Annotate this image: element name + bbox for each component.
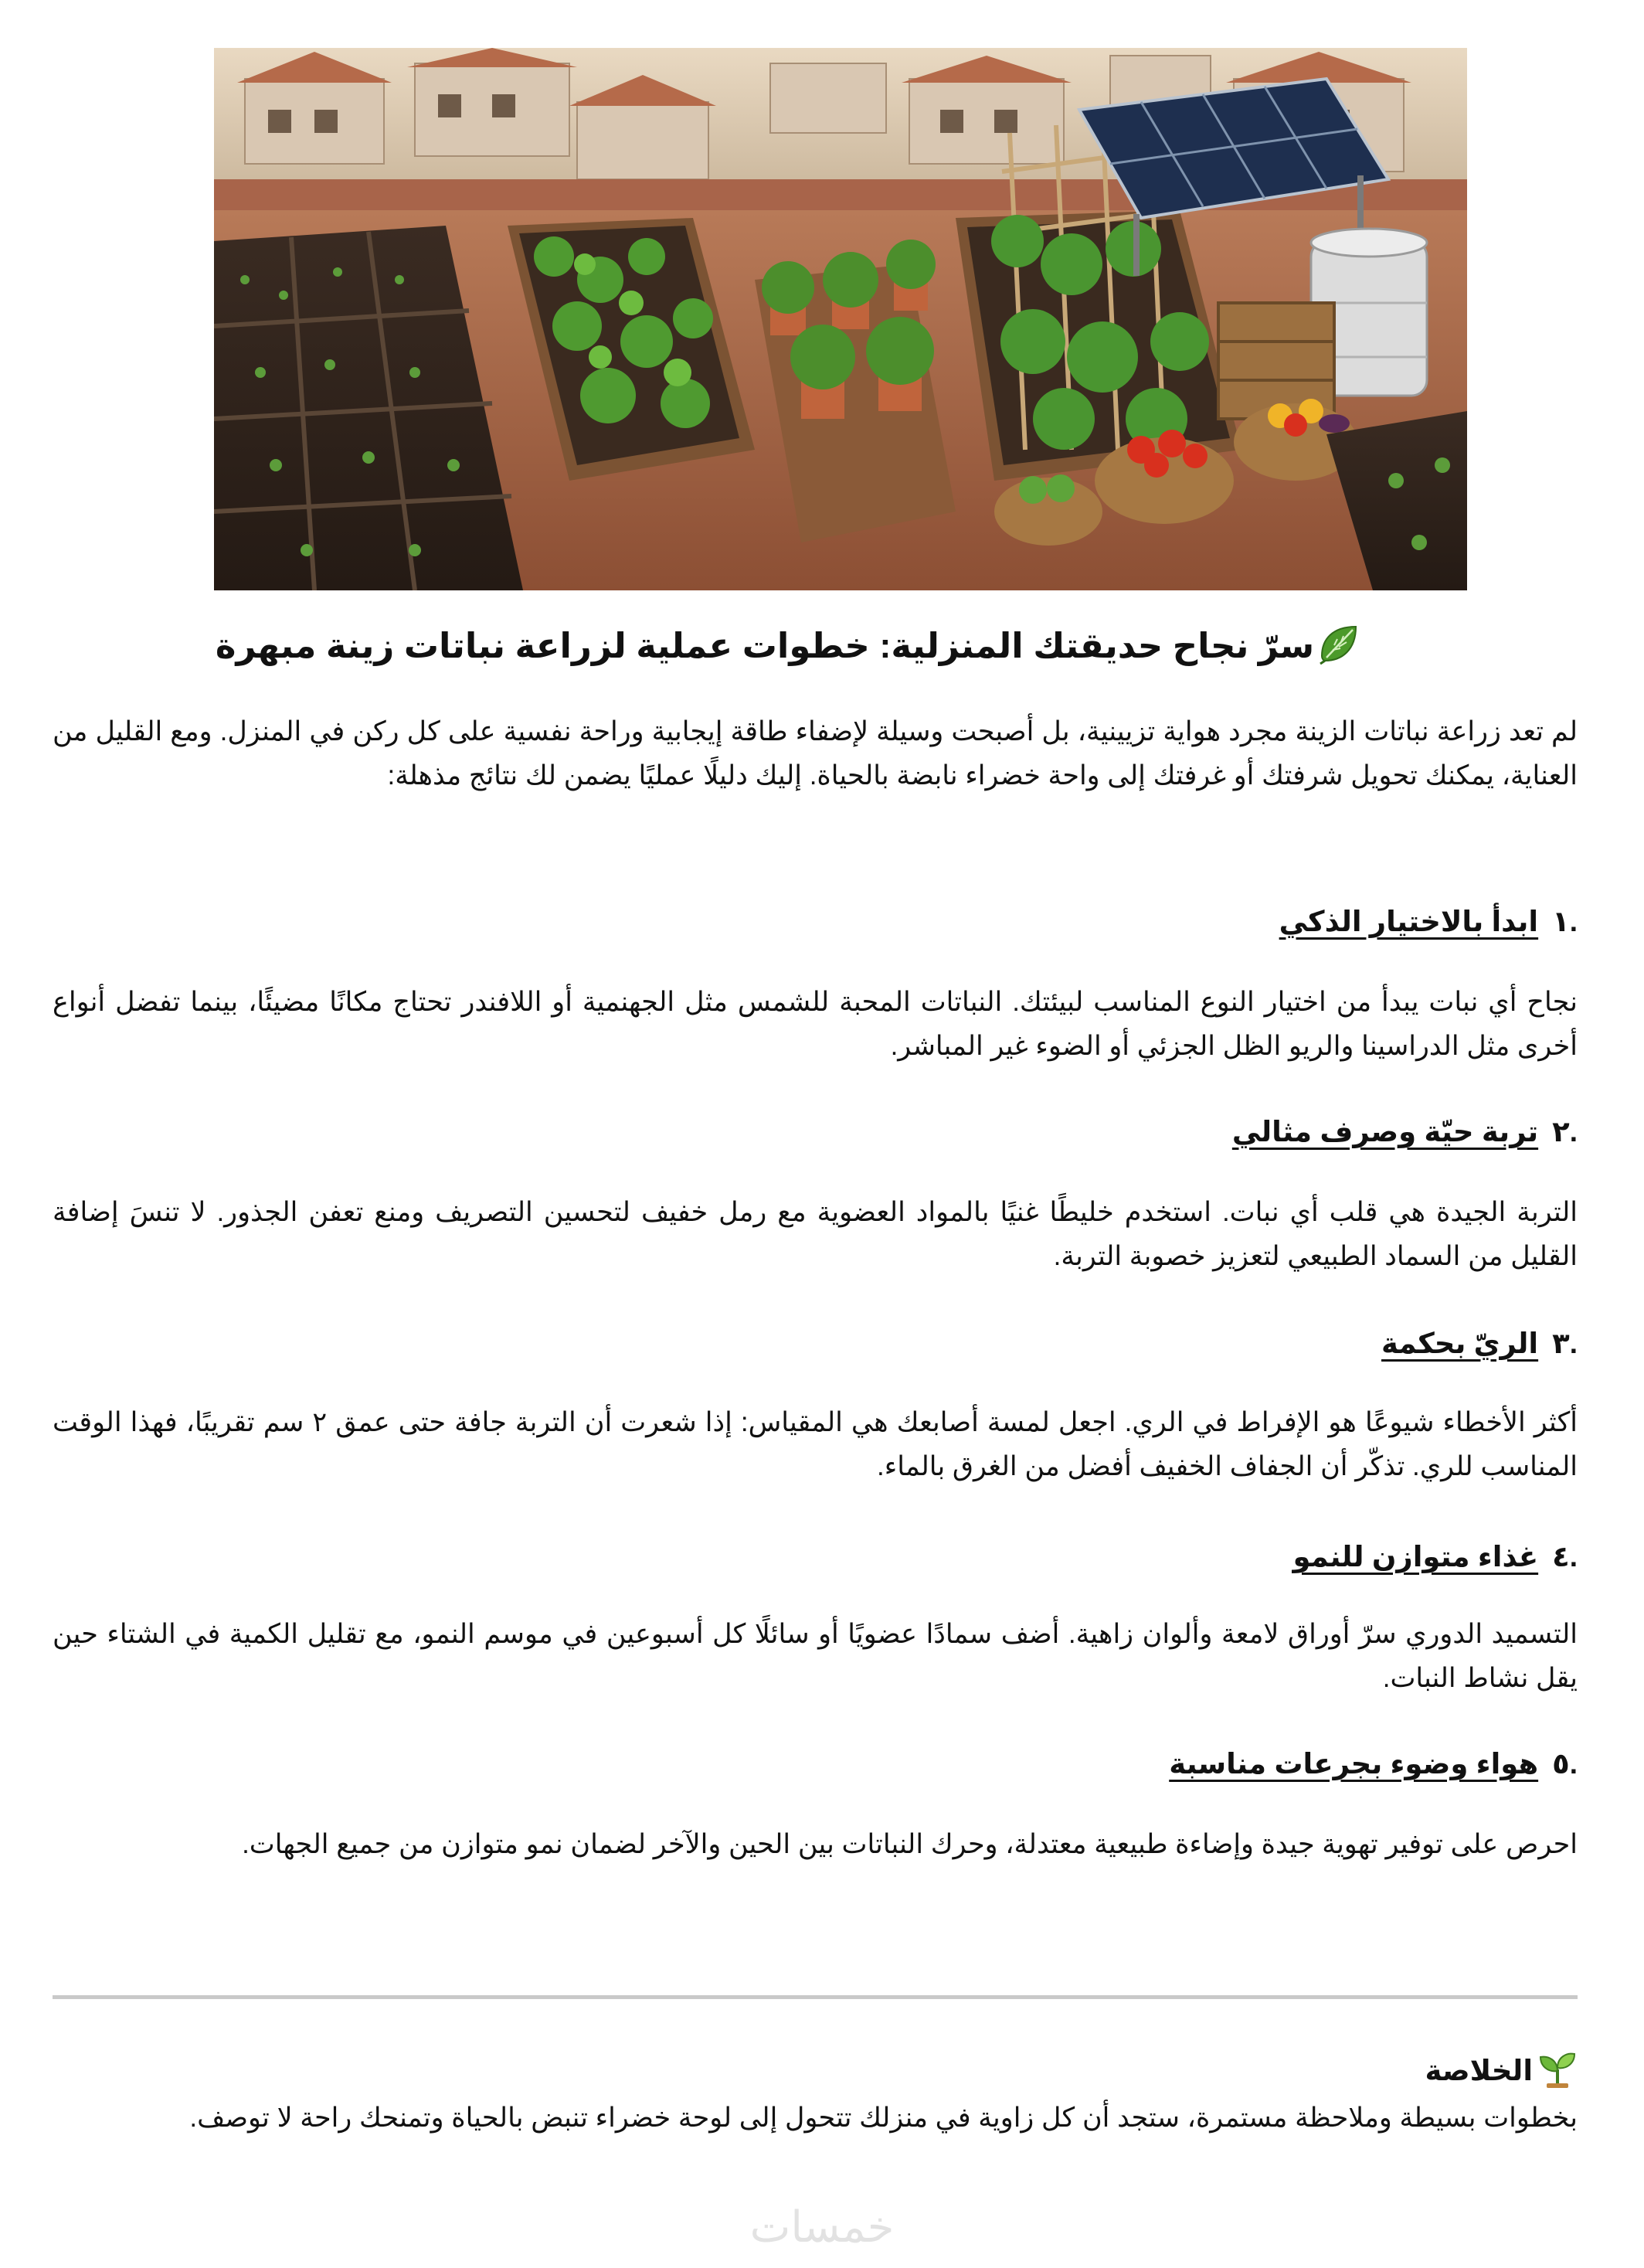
section-title: تربة حيّة وصرف مثالي [1231, 1116, 1539, 1148]
section-title: هواء وضوء بجرعات مناسبة [1169, 1748, 1539, 1780]
section-number: .٢ [1552, 1116, 1578, 1148]
watermark-logo: خمسات [749, 2202, 895, 2251]
leaf-icon [1317, 622, 1360, 665]
section-4-heading [496, 1538, 1578, 1576]
section-2-body: التربة الجيدة هي قلب أي نبات. استخدم خليطًا غنيًا بالمواد العضوية مع رمل خفيف لتحسين التصريف ومنع تعفن الجذور. لا تنسَ إضافة القليل من السماد الطبيعي لتعزيز خصوبة التربة. [53, 1197, 1578, 1271]
section-1-heading [496, 903, 1578, 941]
section-5-heading [496, 1745, 1578, 1783]
article-title: سرّ نجاح حديقتك المنزلية: خطوات عملية لزراعة نباتات زينة مبهرة [215, 626, 1315, 665]
section-number: .٤ [1552, 1541, 1578, 1573]
intro-paragraph: لم تعد زراعة نباتات الزينة مجرد هواية تزيينية، بل أصبحت وسيلة لإضفاء طاقة إيجابية وراحة نفسية على كل ركن في المنزل. ومع القليل من العناية، يمكنك تحويل شرفتك أو غرفتك إلى واحة خضراء نابضة بالحياة. إليك دليلًا عمليًا يضمن لك نتائج مذهلة: [53, 716, 1578, 791]
section-3-heading [496, 1324, 1578, 1363]
section-number: .٥ [1552, 1748, 1578, 1780]
section-title: ابدأ بالاختيار الذكي [1279, 906, 1539, 937]
article-title-row [193, 618, 1383, 674]
rooftop-garden-image [214, 48, 1467, 590]
section-2-heading [496, 1113, 1578, 1151]
section-5-body: احرص على توفير تهوية جيدة وإضاءة طبيعية معتدلة، وحرك النباتات بين الحين والآخر لضمان نمو متوازن من جميع الجهات. [242, 1829, 1578, 1859]
sprout-icon [1537, 2049, 1578, 2089]
summary-heading: الخلاصة [1425, 2055, 1533, 2086]
section-number: .١ [1552, 906, 1578, 937]
section-divider [53, 1995, 1578, 1999]
rooftop-garden-illustration [214, 48, 1467, 590]
section-number: .٣ [1552, 1328, 1578, 1359]
summary-heading-row [960, 2049, 1578, 2093]
section-title: غذاء متوازن للنمو [1292, 1541, 1539, 1573]
section-4-body: التسميد الدوري سرّ أوراق لامعة وألوان زاهية. أضف سمادًا عضويًا أو سائلًا كل أسبوعين في موسم النمو، مع تقليل الكمية في الشتاء حين يقل نشاط النبات. [53, 1619, 1578, 1693]
section-3-body: أكثر الأخطاء شيوعًا هو الإفراط في الري. اجعل لمسة أصابعك هي المقياس: إذا شعرت أن التربة جافة حتى عمق ٢ سم تقريبًا، فهذا الوقت المناسب للري. تذكّر أن الجفاف الخفيف أفضل من الغرق بالماء. [53, 1407, 1578, 1481]
section-title: الريّ بحكمة [1381, 1328, 1539, 1359]
summary-body: بخطوات بسيطة وملاحظة مستمرة، ستجد أن كل زاوية في منزلك تتحول إلى لوحة خضراء تنبض بالحياة وتمنحك راحة لا توصف. [189, 2103, 1578, 2133]
section-1-body: نجاح أي نبات يبدأ من اختيار النوع المناسب لبيئتك. النباتات المحبة للشمس مثل الجهنمية أو اللافندر تحتاج مكانًا مضيئًا، بينما تفضل أنواع أخرى مثل الدراسينا والريو الظل الجزئي أو الضوء غير المباشر. [53, 987, 1578, 1061]
